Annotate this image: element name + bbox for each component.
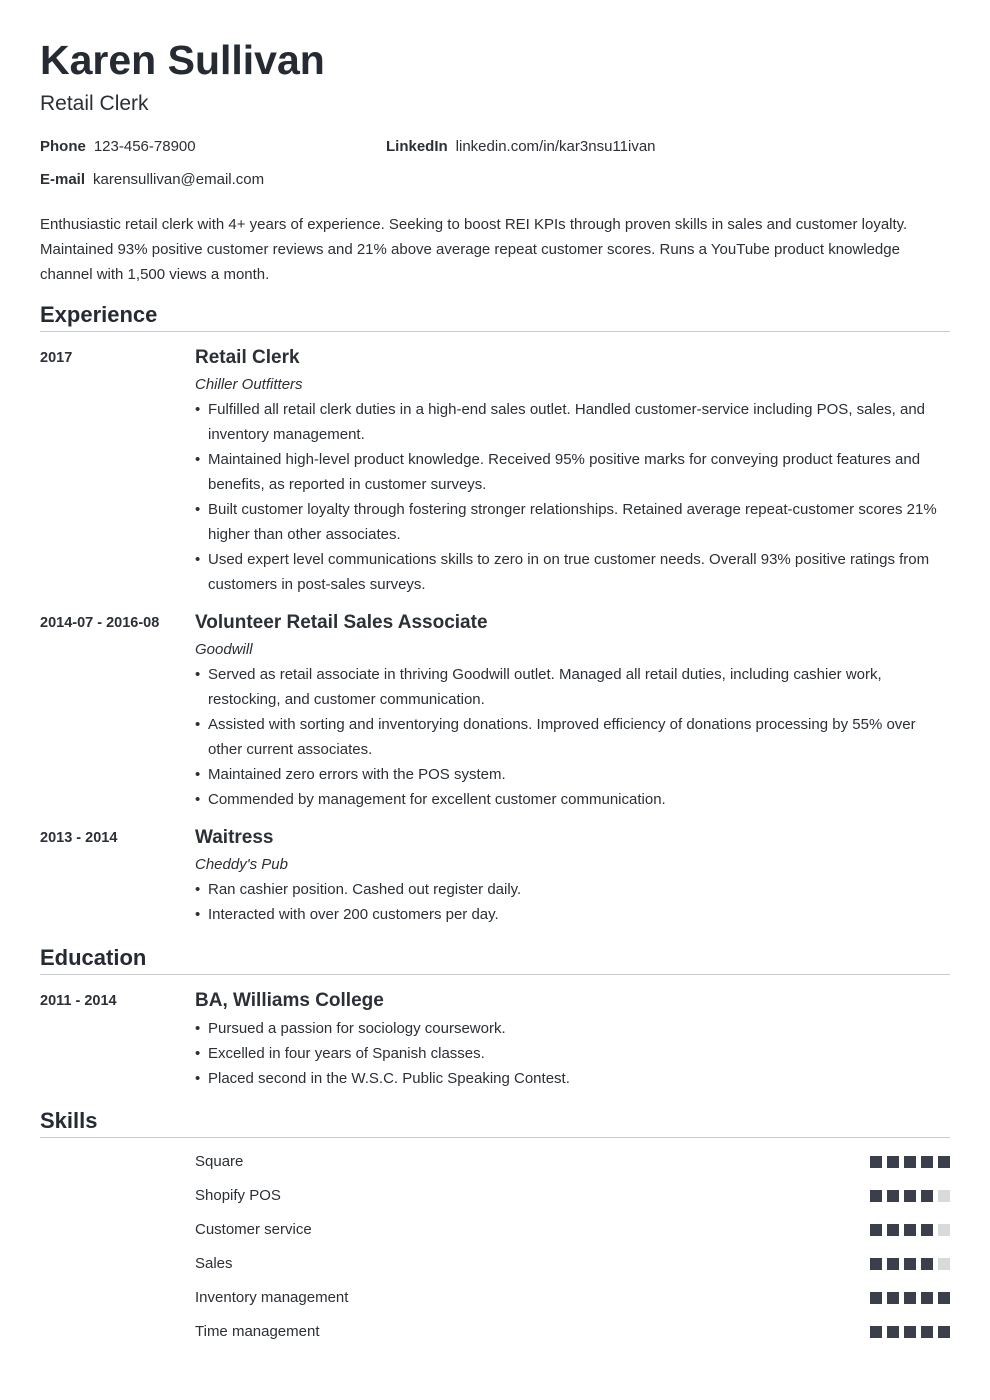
skill-row [195, 1152, 950, 1172]
entry-date: 2013 - 2014 [40, 830, 118, 846]
bullet-item: • Assisted with sorting and inventorying donations. Improved efficiency of donations processing by 55% over other current associates. [195, 712, 950, 762]
skill-level-filled [904, 1156, 916, 1168]
phone-label: Phone [40, 138, 86, 155]
skill-level-filled [904, 1190, 916, 1202]
entry-degree: BA, Williams College [195, 990, 384, 1011]
skill-level-filled [921, 1258, 933, 1270]
skill-row [195, 1322, 950, 1342]
entry-date: 2014-07 - 2016-08 [40, 615, 160, 631]
entry-role: Volunteer Retail Sales Associate [195, 612, 488, 633]
skill-rating [870, 1326, 950, 1338]
skill-row [195, 1220, 950, 1240]
skill-row [195, 1186, 950, 1206]
summary: Enthusiastic retail clerk with 4+ years of experience. Seeking to boost REI KPIs through proven skills in sales and customer loyalty. Maintained 93% positive customer reviews and 21% above average repeat customer scores. Runs a YouTube product knowledge channel with 1,500 views a month. [40, 216, 908, 283]
contact-linkedin [386, 137, 656, 157]
skill-level-filled [904, 1224, 916, 1236]
bullet-item: • Ran cashier position. Cashed out register daily. [195, 877, 950, 902]
entry-bullets [195, 397, 950, 597]
skill-name: Square [195, 1153, 244, 1170]
entry-role: Retail Clerk [195, 347, 300, 368]
entry-role: Waitress [195, 827, 274, 848]
entry-date: 2017 [40, 350, 73, 366]
skill-level-filled [887, 1258, 899, 1270]
skill-level-filled [938, 1156, 950, 1168]
contact-email [40, 170, 264, 190]
bullet-item: • Fulfilled all retail clerk duties in a high-end sales outlet. Handled customer-service including POS, sales, and inventory management. [195, 397, 950, 447]
bullet-item: • Excelled in four years of Spanish classes. [195, 1041, 950, 1066]
skill-level-filled [921, 1156, 933, 1168]
section-title-experience: Experience [40, 302, 950, 332]
skill-level-filled [921, 1292, 933, 1304]
skill-level-filled [887, 1224, 899, 1236]
skill-rating [870, 1224, 950, 1236]
skill-level-filled [870, 1326, 882, 1338]
job-title: Retail Clerk [40, 92, 149, 115]
entry-org: Chiller Outfitters [195, 376, 303, 393]
skill-level-filled [870, 1258, 882, 1270]
skill-level-filled [904, 1292, 916, 1304]
skill-name: Customer service [195, 1221, 312, 1238]
bullet-item: • Used expert level communications skills to zero in on true customer needs. Overall 93% positive ratings from customers in post-sales surveys. [195, 547, 950, 597]
bullet-item: • Interacted with over 200 customers per day. [195, 902, 950, 927]
skill-name: Shopify POS [195, 1187, 281, 1204]
entry-bullets [195, 1016, 950, 1091]
bullet-item: • Maintained zero errors with the POS system. [195, 762, 950, 787]
skill-name: Inventory management [195, 1289, 349, 1306]
skill-row [195, 1288, 950, 1308]
skill-rating [870, 1292, 950, 1304]
bullet-item: • Pursued a passion for sociology coursework. [195, 1016, 950, 1041]
skill-level-empty [938, 1224, 950, 1236]
skill-level-filled [870, 1292, 882, 1304]
skill-level-filled [938, 1326, 950, 1338]
skill-level-filled [887, 1292, 899, 1304]
linkedin-value: linkedin.com/in/kar3nsu11ivan [455, 138, 656, 155]
skill-level-empty [938, 1190, 950, 1202]
skill-level-filled [887, 1156, 899, 1168]
entry-date: 2011 - 2014 [40, 993, 117, 1009]
skill-name: Sales [195, 1255, 233, 1272]
section-title-skills: Skills [40, 1108, 950, 1138]
bullet-item: • Placed second in the W.S.C. Public Speaking Contest. [195, 1066, 950, 1091]
section-title-education: Education [40, 945, 950, 975]
linkedin-label: LinkedIn [386, 138, 448, 155]
skill-level-filled [887, 1190, 899, 1202]
entry-org: Goodwill [195, 641, 253, 658]
skill-level-filled [870, 1190, 882, 1202]
skill-rating [870, 1156, 950, 1168]
skill-rating [870, 1190, 950, 1202]
skill-rating [870, 1258, 950, 1270]
email-label: E-mail [40, 171, 86, 188]
skill-level-filled [870, 1224, 882, 1236]
candidate-name: Karen Sullivan [40, 37, 325, 83]
entry-bullets [195, 662, 950, 812]
bullet-item: • Commended by management for excellent customer communication. [195, 787, 950, 812]
skill-level-empty [938, 1258, 950, 1270]
skill-level-filled [921, 1326, 933, 1338]
skill-level-filled [870, 1156, 882, 1168]
contact-phone [40, 137, 196, 157]
skill-level-filled [921, 1190, 933, 1202]
bullet-item: • Built customer loyalty through fostering stronger relationships. Retained average repeat-customer scores 21% higher than other associates. [195, 497, 950, 547]
skill-level-filled [938, 1292, 950, 1304]
skill-level-filled [904, 1258, 916, 1270]
skill-row [195, 1254, 950, 1274]
skill-level-filled [921, 1224, 933, 1236]
skill-level-filled [887, 1326, 899, 1338]
bullet-item: • Maintained high-level product knowledge. Received 95% positive marks for conveying product features and benefits, as reported in customer surveys. [195, 447, 950, 497]
phone-value: 123-456-78900 [93, 138, 196, 155]
entry-bullets [195, 877, 950, 927]
skill-level-filled [904, 1326, 916, 1338]
entry-org: Cheddy's Pub [195, 856, 288, 873]
skill-name: Time management [195, 1323, 320, 1340]
email-value: karensullivan@email.com [93, 171, 265, 188]
bullet-item: • Served as retail associate in thriving Goodwill outlet. Managed all retail duties, including cashier work, restocking, and customer communication. [195, 662, 950, 712]
